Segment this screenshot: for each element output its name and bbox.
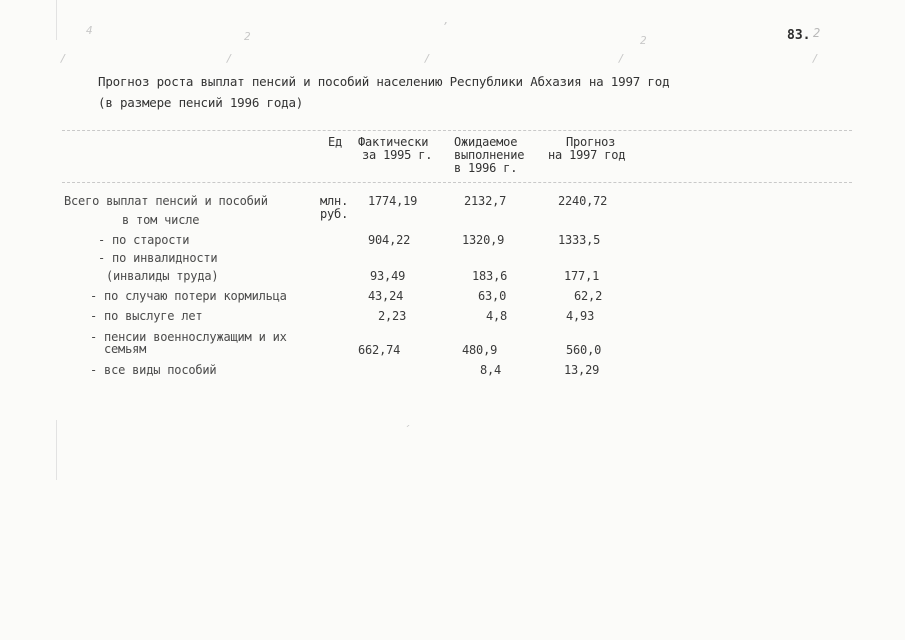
- row-label: (инвалиды труда): [106, 269, 219, 283]
- row-label: семьям: [104, 342, 147, 356]
- header-expected-2: выполнение: [454, 148, 525, 162]
- table-top-rule: [62, 130, 852, 131]
- row-label: - пенсии военнослужащим и их: [90, 330, 287, 344]
- pencil-mark: /: [424, 52, 431, 65]
- row-label: в том числе: [122, 213, 200, 227]
- document-title: Прогноз роста выплат пенсий и пособий населению Республики Абхазия на 1997 год: [98, 74, 670, 89]
- header-actual-2: за 1995 г.: [362, 148, 433, 162]
- header-actual-1: Фактически: [358, 135, 429, 149]
- row-forecast: 177,1: [564, 269, 600, 283]
- row-actual: 43,24: [368, 289, 404, 303]
- row-label: - по выслуге лет: [90, 309, 203, 323]
- margin-line: [56, 0, 57, 40]
- row-expected: 4,8: [486, 309, 508, 323]
- pencil-mark: /: [618, 52, 625, 65]
- row-label: Всего выплат пенсий и пособий: [64, 194, 268, 208]
- pencil-mark: 2: [640, 34, 647, 47]
- row-expected: 480,9: [462, 343, 498, 357]
- header-forecast-2: на 1997 год: [548, 148, 626, 162]
- pencil-mark: ʼ: [442, 20, 449, 33]
- row-expected: 2132,7: [464, 194, 507, 208]
- header-unit: Ед: [328, 135, 343, 149]
- row-actual: 1774,19: [368, 194, 418, 208]
- header-forecast-1: Прогноз: [566, 135, 616, 149]
- row-forecast: 2240,72: [558, 194, 608, 208]
- row-expected: 1320,9: [462, 233, 505, 247]
- unit-cell-2: руб.: [320, 207, 349, 221]
- document-subtitle: (в размере пенсий 1996 года): [98, 95, 304, 110]
- pencil-mark: 4: [86, 24, 93, 37]
- page-number: 83.: [787, 28, 811, 43]
- header-expected-1: Ожидаемое: [454, 135, 518, 149]
- pencil-mark: /: [226, 52, 233, 65]
- pencil-mark: /: [60, 52, 67, 65]
- row-forecast: 560,0: [566, 343, 602, 357]
- row-expected: 8,4: [480, 363, 502, 377]
- row-actual: 93,49: [370, 269, 406, 283]
- row-forecast: 4,93: [566, 309, 595, 323]
- row-actual: 2,23: [378, 309, 407, 323]
- row-expected: 183,6: [472, 269, 508, 283]
- pencil-mark: /: [812, 52, 819, 65]
- row-label: - все виды пособий: [90, 363, 217, 377]
- row-actual: 904,22: [368, 233, 411, 247]
- unit-cell-1: млн.: [320, 194, 349, 208]
- row-label: - по случаю потери кормильца: [90, 289, 287, 303]
- table-header-rule: [62, 182, 852, 183]
- pencil-mark: 2: [244, 30, 251, 43]
- row-expected: 63,0: [478, 289, 507, 303]
- header-expected-3: в 1996 г.: [454, 161, 518, 175]
- row-label: - по старости: [98, 233, 190, 247]
- row-actual: 662,74: [358, 343, 401, 357]
- pencil-mark: ˏ: [404, 414, 411, 427]
- page-number-mark: 2: [813, 26, 821, 40]
- row-forecast: 13,29: [564, 363, 600, 377]
- row-forecast: 62,2: [574, 289, 603, 303]
- row-label: - по инвалидности: [98, 251, 218, 265]
- row-forecast: 1333,5: [558, 233, 601, 247]
- margin-line: [56, 420, 57, 480]
